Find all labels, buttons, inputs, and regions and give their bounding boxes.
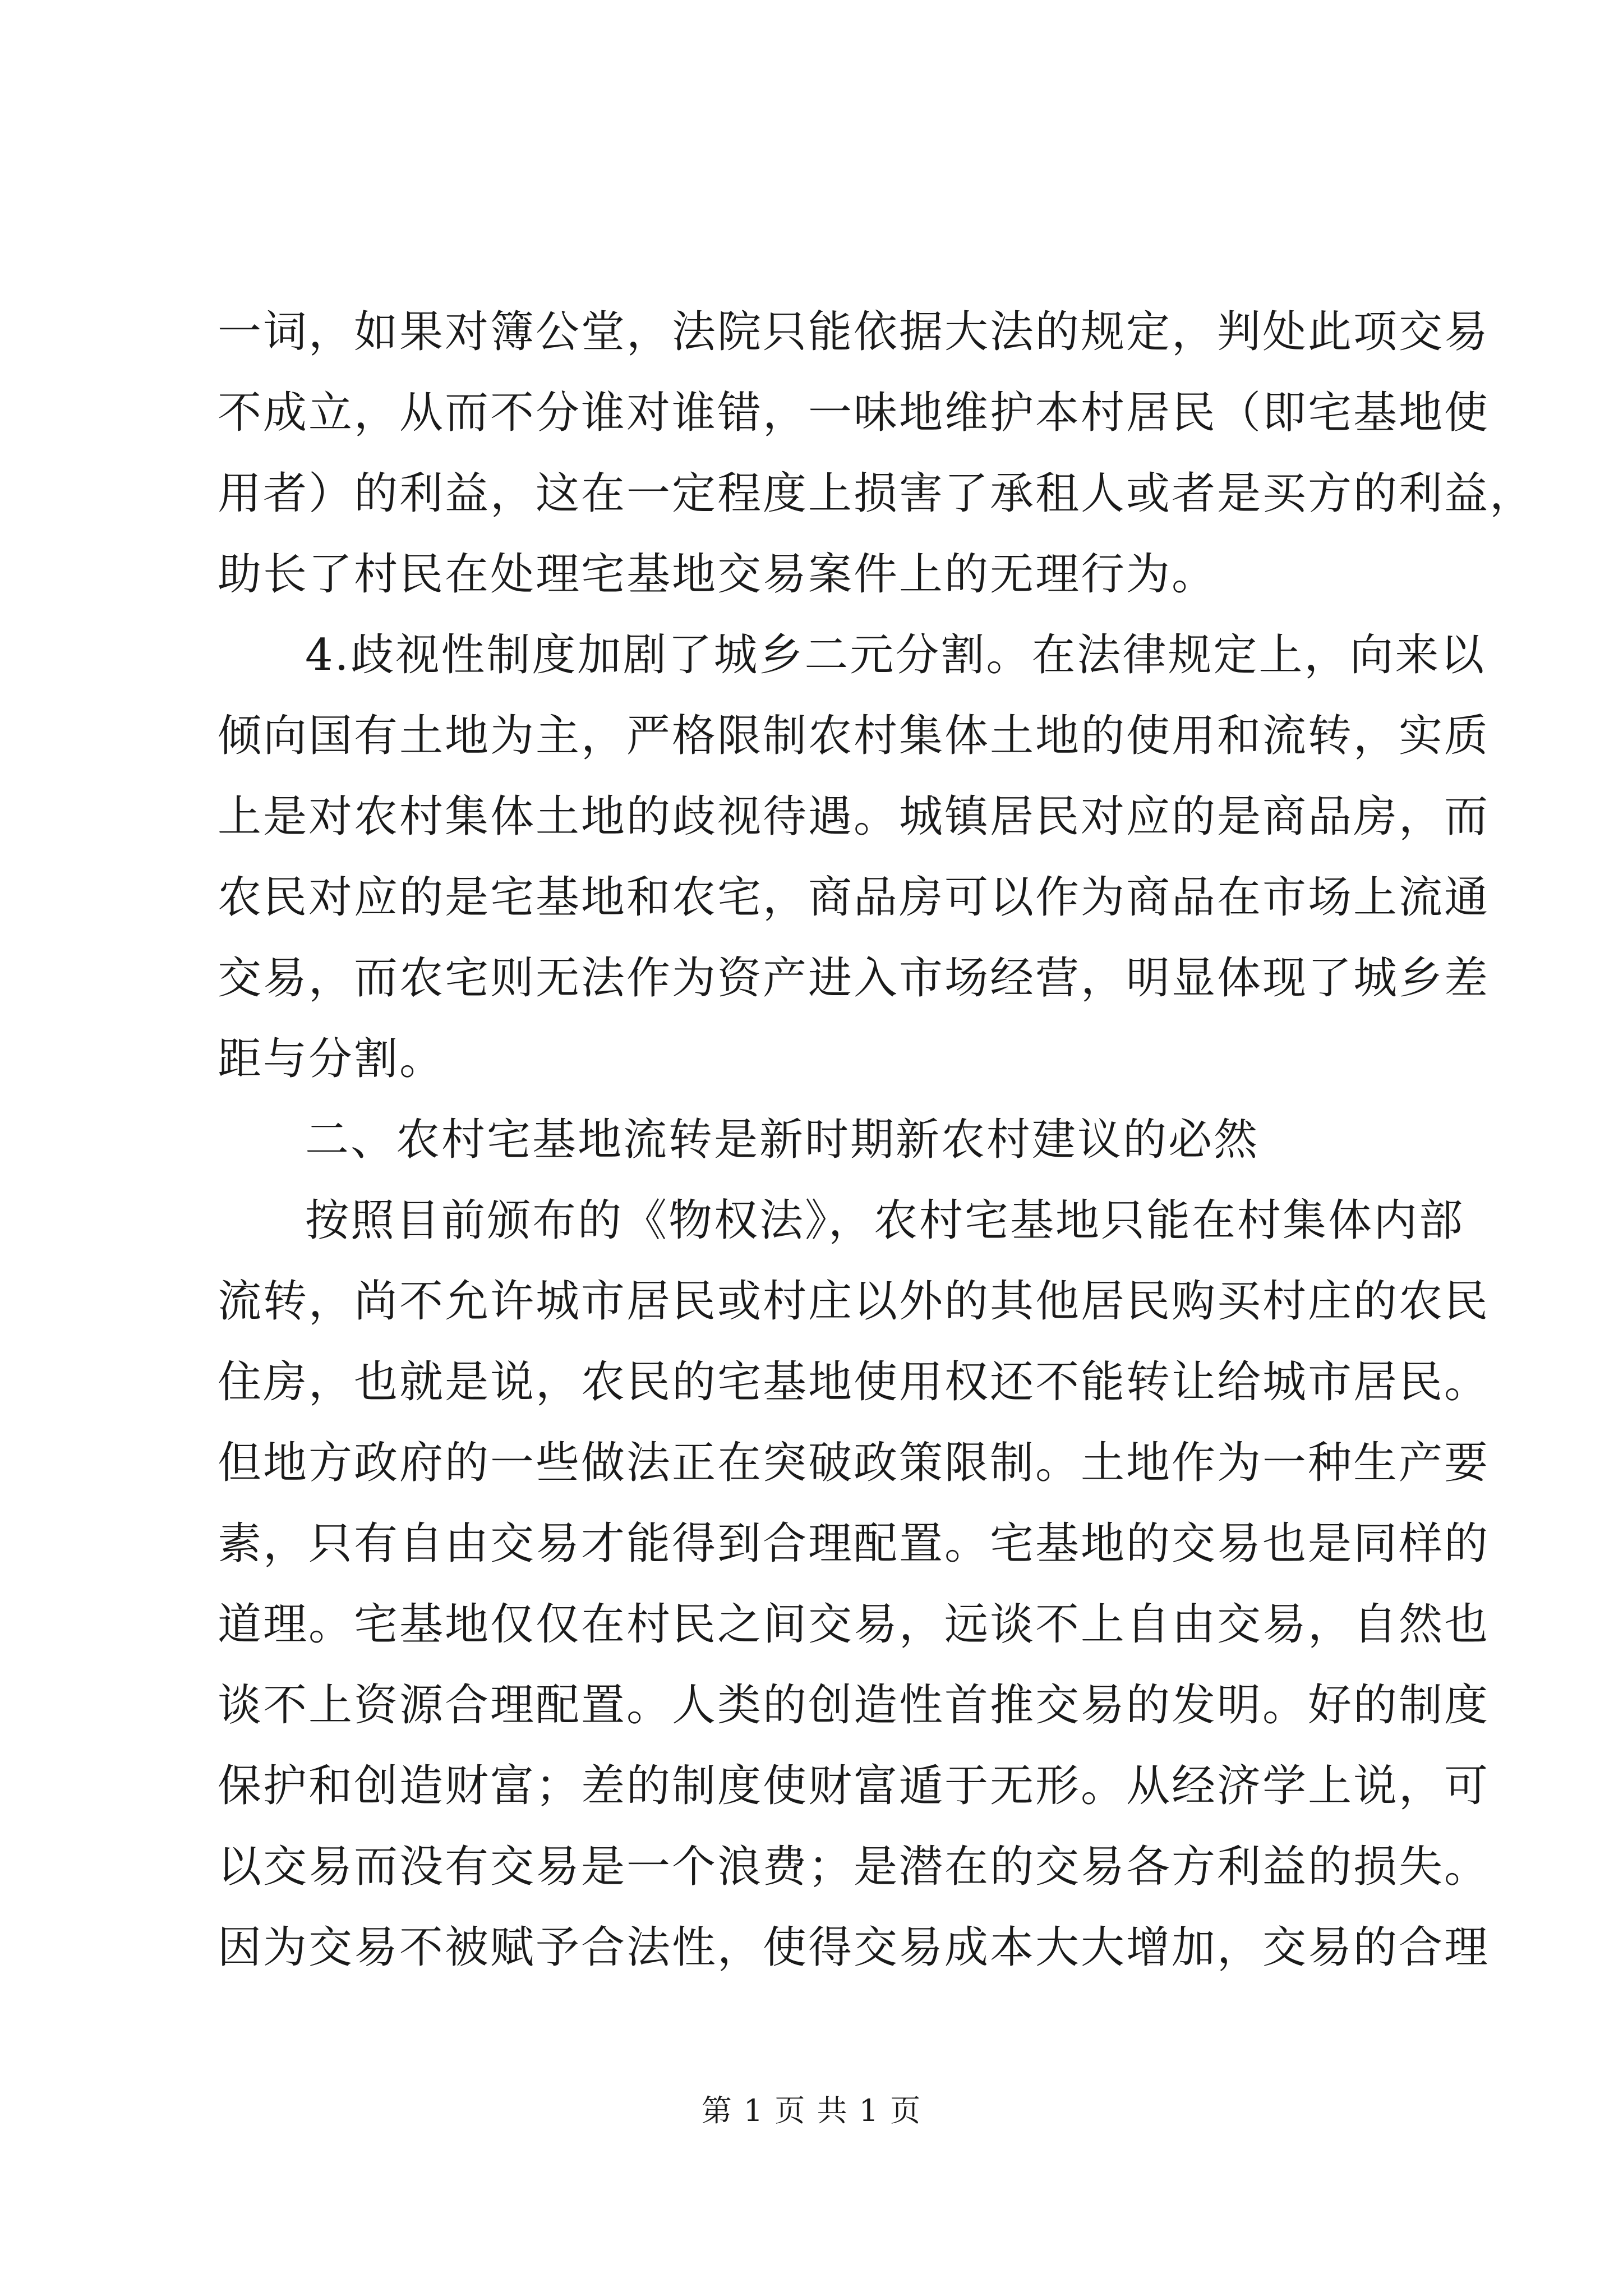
text-line: 助长了村民在处理宅基地交易案件上的无理行为。	[218, 549, 1218, 600]
text-line: 以交易而没有交易是一个浪费；是潜在的交易各方利益的损失。	[218, 1842, 1490, 1892]
page-number-label: 第 1 页 共 1 页	[701, 2093, 922, 2128]
text-line: 交易，而农宅则无法作为资产进入市场经营，明显体现了城乡差	[218, 953, 1490, 1004]
text-line: 一词，如果对簿公堂，法院只能依据大法的规定，判处此项交易	[218, 307, 1490, 357]
paragraph-start-line: 按照目前颁布的《物权法》，农村宅基地只能在村集体内部	[305, 1195, 1465, 1246]
text-line: 但地方政府的一些做法正在突破政策限制。土地作为一种生产要	[218, 1438, 1490, 1488]
text-line: 住房，也就是说，农民的宅基地使用权还不能转让给城市居民。	[218, 1357, 1490, 1407]
text-line: 上是对农村集体土地的歧视待遇。城镇居民对应的是商品房，而	[218, 792, 1490, 842]
section-heading: 二、农村宅基地流转是新时期新农村建议的必然	[305, 1115, 1260, 1165]
text-line: 道理。宅基地仅仅在村民之间交易，远谈不上自由交易，自然也	[218, 1599, 1490, 1650]
text-line: 倾向国有土地为主，严格限制农村集体土地的使用和流转，实质	[218, 711, 1490, 761]
paragraph-start-line: 4.歧视性制度加剧了城乡二元分割。在法律规定上，向来以	[305, 630, 1486, 680]
text-line: 用者）的利益，这在一定程度上损害了承租人或者是买方的利益，	[218, 468, 1536, 519]
text-line: 距与分割。	[218, 1034, 445, 1084]
text-line: 谈不上资源合理配置。人类的创造性首推交易的发明。好的制度	[218, 1680, 1490, 1731]
text-line: 因为交易不被赋予合法性，使得交易成本大大增加，交易的合理	[218, 1922, 1490, 1973]
document-body	[218, 292, 1536, 1988]
text-line: 不成立，从而不分谁对谁错，一味地维护本村居民（即宅基地使	[218, 388, 1490, 438]
text-line: 农民对应的是宅基地和农宅，商品房可以作为商品在市场上流通	[218, 872, 1490, 923]
text-line: 流转，尚不允许城市居民或村庄以外的其他居民购买村庄的农民	[218, 1276, 1490, 1327]
page-footer	[0, 2091, 1623, 2131]
text-line: 保护和创造财富；差的制度使财富遁于无形。从经济学上说，可	[218, 1761, 1490, 1811]
text-line: 素，只有自由交易才能得到合理配置。宅基地的交易也是同样的	[218, 1519, 1490, 1569]
